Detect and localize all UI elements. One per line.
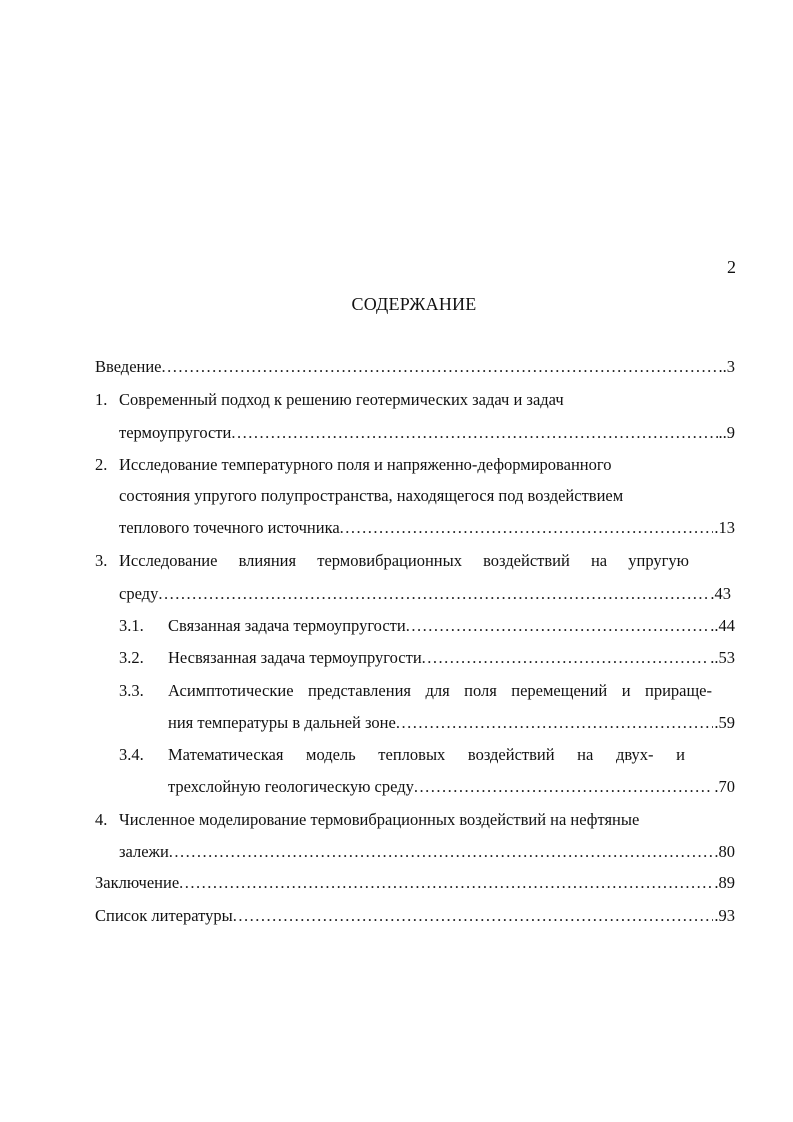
toc-entry-text: Связанная задача термоупругости [168,616,406,635]
toc-entry-text: залежи [119,842,169,861]
toc-entry-text: Несвязанная задача термоупругости [168,648,422,667]
section-number: 3. [95,551,108,570]
toc-entry-1-line2[interactable] [119,420,735,446]
toc-entry-2-line3[interactable] [119,515,735,541]
toc-page-ref: ..3 [718,357,735,376]
toc-entry-4-line2[interactable] [119,839,735,865]
toc-entry-conclusion[interactable] [95,870,735,896]
toc-page-ref: ..53 [710,648,735,667]
section-number: 2. [95,455,108,474]
toc-entry-text: Заключение [95,873,180,892]
leader-dots [406,613,710,639]
toc-page-ref: .43 [710,584,731,603]
toc-page-ref: .89 [714,873,735,892]
toc-page-ref: .70 [714,777,735,796]
subsection-number: 3.3. [119,681,144,700]
toc-entry-3-3-line2[interactable] [168,710,735,736]
section-number: 4. [95,810,108,829]
toc-page-ref: ..9 [718,423,735,442]
leader-dots [233,903,714,929]
toc-entry-2-line2[interactable]: состояния упругого полупространства, находящегося под воздействием [119,486,624,505]
subsection-number: 3.4. [119,745,144,764]
toc-page-ref: ..44 [710,616,735,635]
toc-entry-1-line1[interactable]: Современный подход к решению геотермических задач и задач [119,390,564,409]
leader-dots [169,839,718,865]
leader-dots [414,774,714,800]
toc-entry-references[interactable] [95,903,735,929]
toc-entry-text: Введение [95,357,162,376]
toc-page-ref: .93 [714,906,735,925]
toc-entry-3-4-line2[interactable] [168,774,735,800]
leader-dots [162,354,718,380]
toc-entry-text: трехслойную геологическую среду [168,777,414,796]
section-number: 1. [95,390,108,409]
toc-entry-text: термоупругости [119,423,232,442]
toc-entry-4-line1[interactable]: Численное моделирование термовибрационных воздействий на нефтяные [119,810,640,829]
toc-entry-3-2[interactable] [168,645,735,671]
page-number: 2 [727,257,736,277]
toc-entry-3-line2[interactable] [119,581,731,607]
toc-page-ref: .59 [714,713,735,732]
leader-dots [179,870,713,896]
toc-entry-2-line1[interactable]: Исследование температурного поля и напряженно-деформированного [119,455,612,474]
toc-entry-3-1[interactable] [168,613,735,639]
toc-entry-3-line1[interactable]: Исследование влияния термовибрационных воздействий на упругую [119,551,689,570]
toc-page-ref: .13 [714,518,735,537]
toc-entry-text: среду [119,584,159,603]
toc-entry-3-3-line1[interactable]: Асимптотические представления для поля перемещений и прираще- [168,681,712,700]
toc-page-ref: 80 [718,842,735,861]
toc-entry-text: ния температуры в дальней зоне [168,713,396,732]
subsection-number: 3.2. [119,648,144,667]
toc-entry-3-4-line1[interactable]: Математическая модель тепловых воздействий на двух- и [168,745,685,764]
leader-dots [340,515,714,541]
leader-dots [422,645,710,671]
leader-dots [231,420,717,446]
subsection-number: 3.1. [119,616,144,635]
toc-entry-intro[interactable] [95,354,735,380]
leader-dots [158,581,709,607]
toc-entry-text: Список литературы [95,906,233,925]
toc-title: СОДЕРЖАНИЕ [351,294,477,314]
leader-dots [396,710,714,736]
toc-entry-text: теплового точечного источника [119,518,340,537]
